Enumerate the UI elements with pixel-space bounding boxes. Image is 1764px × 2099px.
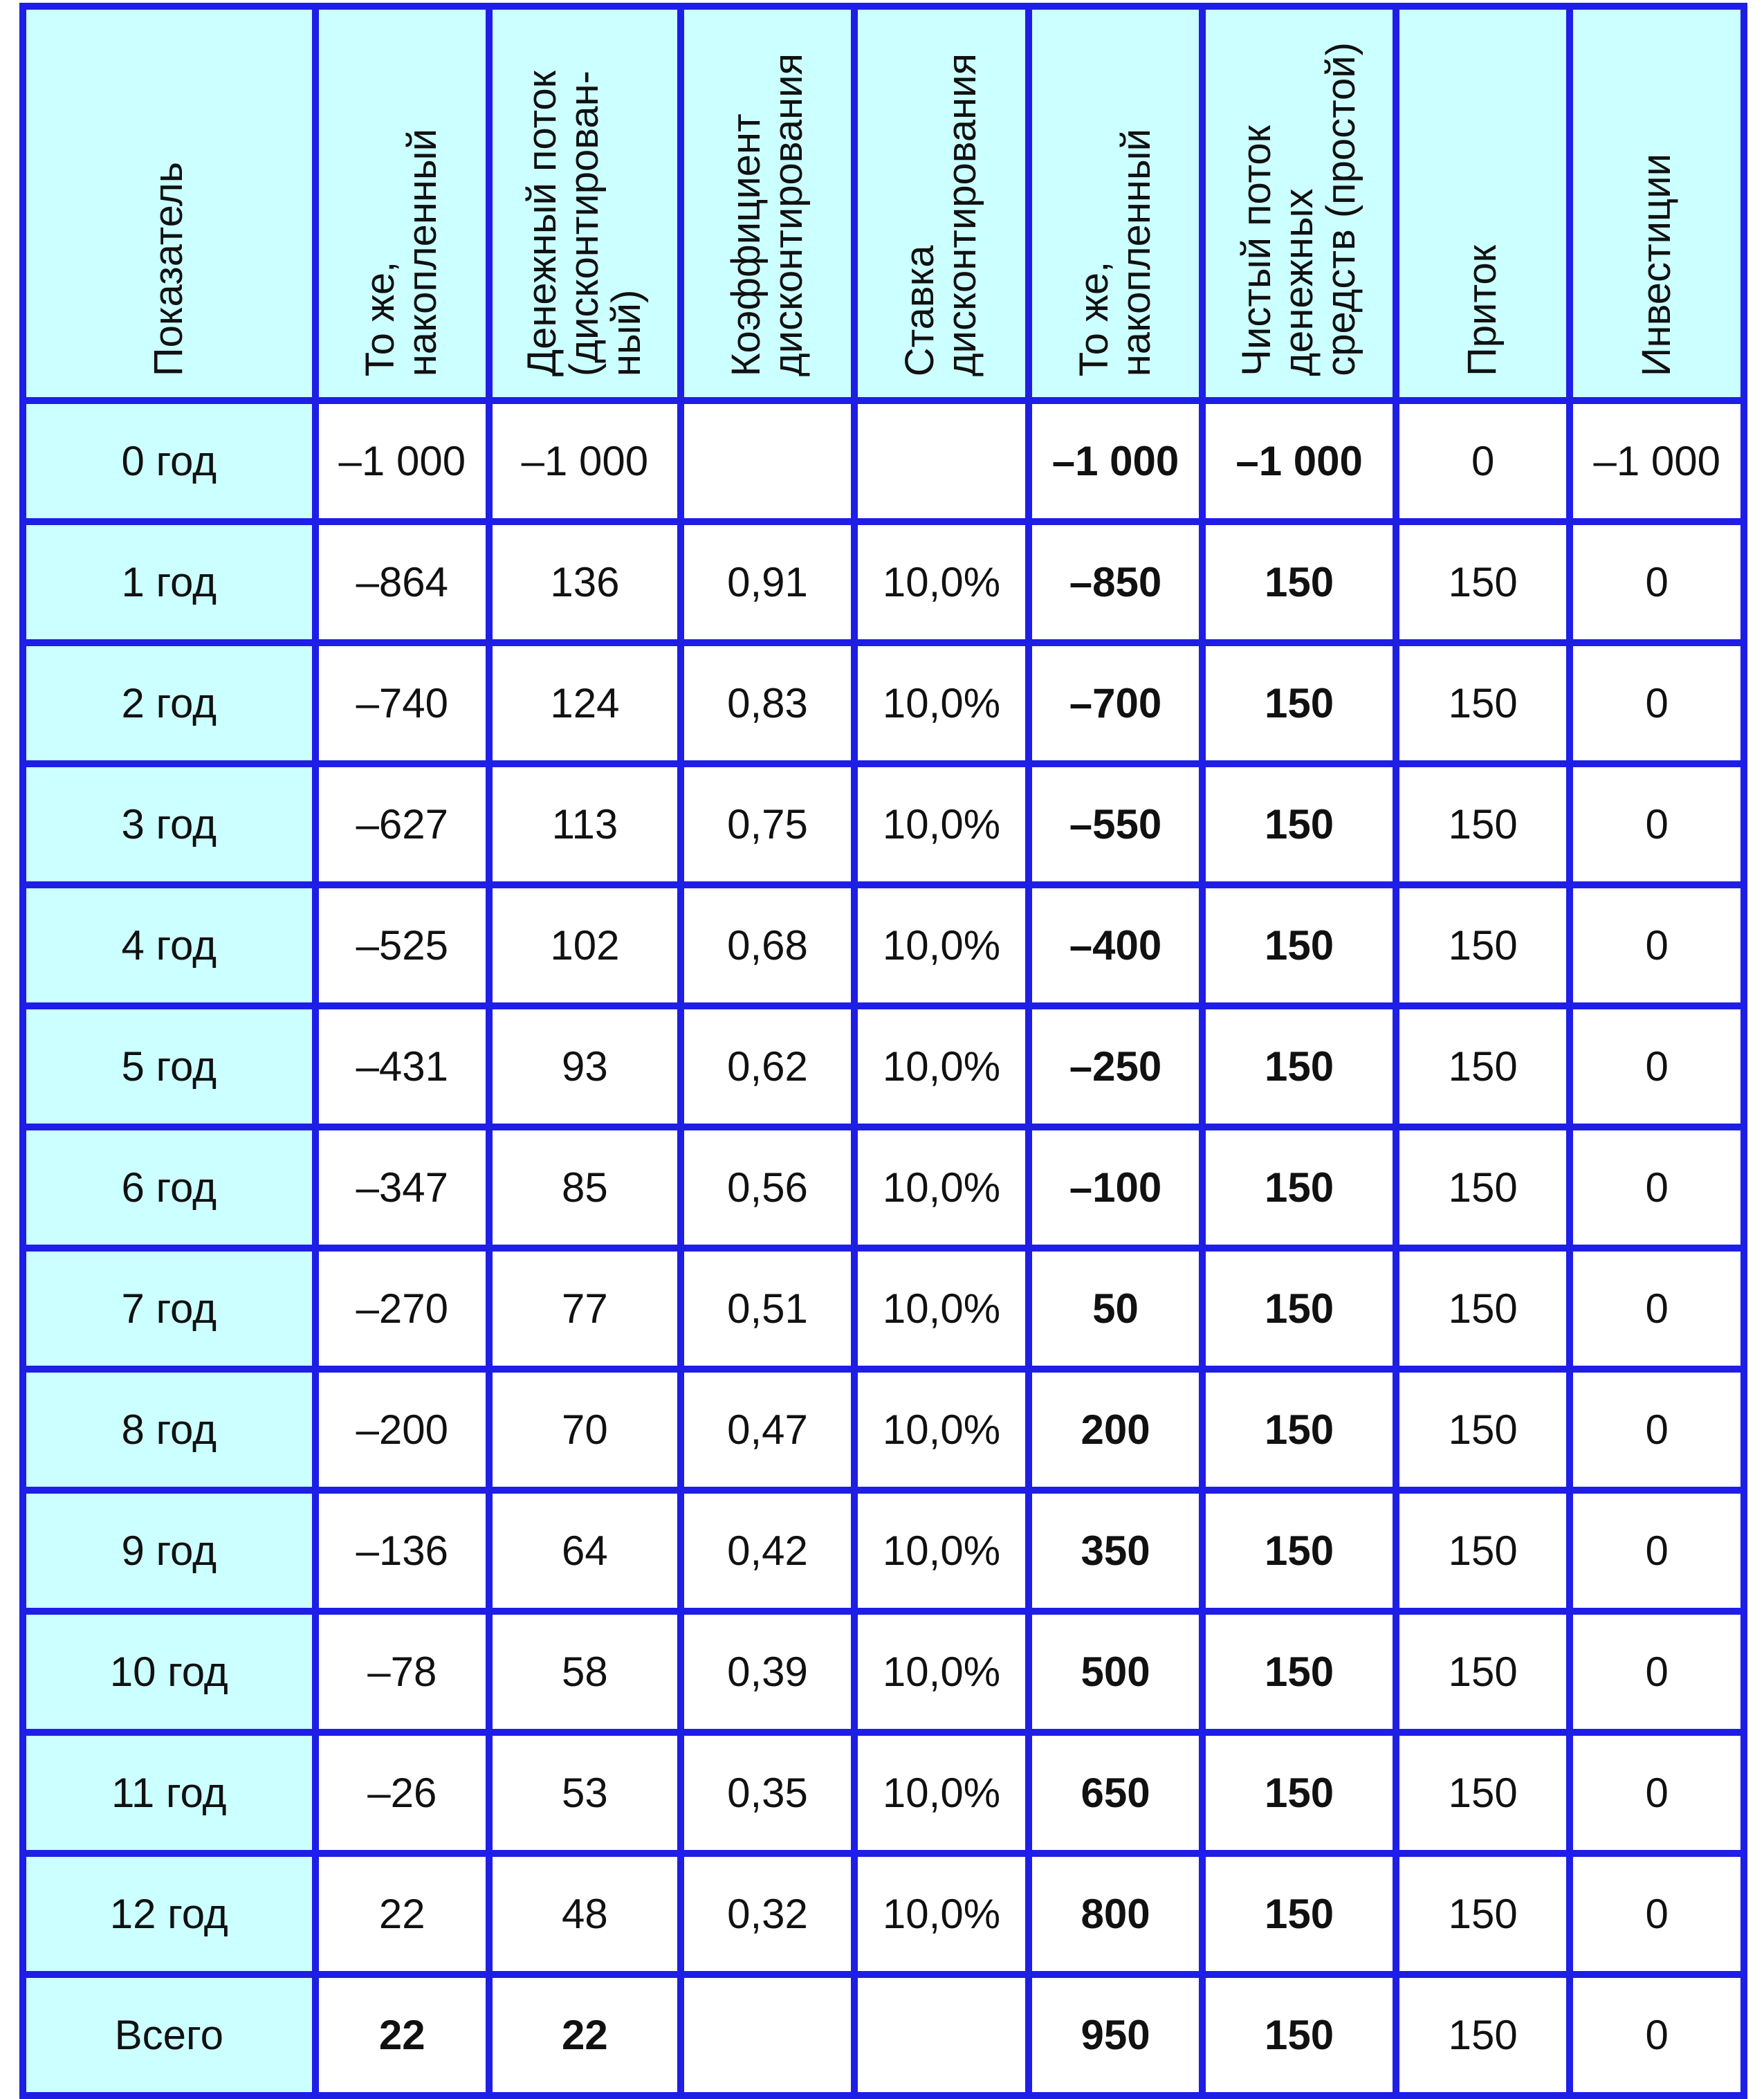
table-cell: 150: [1396, 1611, 1570, 1732]
table-cell: –26: [315, 1732, 490, 1853]
table-cell: 0,47: [681, 1369, 855, 1490]
row-label: 8 год: [23, 1369, 315, 1490]
table-cell: 136: [489, 522, 681, 643]
table-cell: 150: [1202, 643, 1396, 764]
table-cell: 150: [1396, 1853, 1570, 1974]
table-cell: 0: [1570, 1248, 1744, 1369]
column-header-label: Показатель: [145, 161, 191, 376]
table-cell: 0,83: [681, 643, 855, 764]
table-cell: 0: [1570, 1611, 1744, 1732]
row-label: 4 год: [23, 885, 315, 1006]
table-cell: 10,0%: [854, 643, 1029, 764]
table-row: [23, 1369, 1744, 1490]
table-cell: 0: [1570, 1369, 1744, 1490]
column-header-label: Ставка дисконтирования: [897, 53, 984, 376]
table-cell: 22: [315, 1974, 490, 2096]
row-label: 10 год: [23, 1611, 315, 1732]
table-cell: 150: [1202, 1006, 1396, 1127]
table-cell: 150: [1202, 1369, 1396, 1490]
table-cell: –78: [315, 1611, 490, 1732]
table-cell: –1 000: [1570, 401, 1744, 522]
header-discount-rate: [854, 6, 1029, 401]
table-cell: 200: [1029, 1369, 1203, 1490]
table-cell: 0: [1570, 1490, 1744, 1611]
row-label: 7 год: [23, 1248, 315, 1369]
header-net-cash-flow: [1202, 6, 1396, 401]
table-row: [23, 764, 1744, 885]
header-inflow: [1396, 6, 1570, 401]
table-cell: 150: [1396, 1127, 1570, 1248]
table-cell: 70: [489, 1369, 681, 1490]
table-cell: 150: [1396, 764, 1570, 885]
table-row: [23, 1006, 1744, 1127]
table-row: [23, 1490, 1744, 1611]
table-cell: –431: [315, 1006, 490, 1127]
table-cell: 0,39: [681, 1611, 855, 1732]
table-cell: –400: [1029, 885, 1203, 1006]
table-cell: 150: [1396, 522, 1570, 643]
column-header-label: Денежный поток (дисконтирован- ный): [520, 70, 649, 376]
header-discounted-cumulative: [315, 6, 490, 401]
table-cell: 0: [1570, 1974, 1744, 2096]
row-label: 2 год: [23, 643, 315, 764]
table-cell: 10,0%: [854, 1248, 1029, 1369]
table-cell: 150: [1202, 1974, 1396, 2096]
table-cell: 0: [1570, 885, 1744, 1006]
header-discount-factor: [681, 6, 855, 401]
total-row: [23, 1974, 1744, 2096]
row-label: 9 год: [23, 1490, 315, 1611]
table-cell: 0: [1570, 764, 1744, 885]
table-cell: 0,56: [681, 1127, 855, 1248]
table-cell: –700: [1029, 643, 1203, 764]
row-label: 11 год: [23, 1732, 315, 1853]
table-cell: [681, 1974, 855, 2096]
table-cell: 150: [1202, 1127, 1396, 1248]
table-cell: 150: [1396, 1974, 1570, 2096]
table-cell: –1 000: [1202, 401, 1396, 522]
table-cell: 0,62: [681, 1006, 855, 1127]
table-cell: 0,42: [681, 1490, 855, 1611]
table-cell: 85: [489, 1127, 681, 1248]
header-row: [23, 6, 1744, 401]
row-label: 3 год: [23, 764, 315, 885]
table-cell: 0: [1570, 643, 1744, 764]
table-cell: –100: [1029, 1127, 1203, 1248]
row-label: Всего: [23, 1974, 315, 2096]
header-indicator: [23, 6, 315, 401]
table-cell: 150: [1202, 1732, 1396, 1853]
table-row: [23, 1127, 1744, 1248]
table-cell: 10,0%: [854, 1006, 1029, 1127]
table-cell: –864: [315, 522, 490, 643]
table-cell: 150: [1396, 1490, 1570, 1611]
column-header-label: Инвестиции: [1633, 153, 1679, 376]
row-label: 5 год: [23, 1006, 315, 1127]
table-cell: 350: [1029, 1490, 1203, 1611]
table-cell: 0: [1570, 1732, 1744, 1853]
table-cell: 0: [1396, 401, 1570, 522]
table-cell: 150: [1202, 1611, 1396, 1732]
table-cell: 10,0%: [854, 1127, 1029, 1248]
table-cell: 0: [1570, 1127, 1744, 1248]
table-cell: 150: [1202, 1853, 1396, 1974]
table-cell: [854, 1974, 1029, 2096]
table-cell: 150: [1202, 1248, 1396, 1369]
table-row: [23, 1611, 1744, 1732]
table-row: [23, 1853, 1744, 1974]
column-header-label: Коэффициент дисконтирования: [723, 53, 811, 376]
table-cell: 150: [1202, 885, 1396, 1006]
table-cell: 102: [489, 885, 681, 1006]
table-cell: 22: [489, 1974, 681, 2096]
table-cell: 150: [1396, 885, 1570, 1006]
table-cell: 150: [1202, 522, 1396, 643]
table-cell: 10,0%: [854, 1369, 1029, 1490]
table-cell: 10,0%: [854, 1490, 1029, 1611]
table-cell: 0,75: [681, 764, 855, 885]
table-cell: 0,35: [681, 1732, 855, 1853]
table-cell: –850: [1029, 522, 1203, 643]
table-row: [23, 401, 1744, 522]
table-cell: 93: [489, 1006, 681, 1127]
table-cell: 150: [1202, 764, 1396, 885]
table-cell: 800: [1029, 1853, 1203, 1974]
table-cell: 650: [1029, 1732, 1203, 1853]
table-cell: 10,0%: [854, 1611, 1029, 1732]
table-cell: 10,0%: [854, 522, 1029, 643]
table-row: [23, 643, 1744, 764]
table-cell: 500: [1029, 1611, 1203, 1732]
row-label: 12 год: [23, 1853, 315, 1974]
table-cell: 64: [489, 1490, 681, 1611]
column-header-label: Приток: [1460, 245, 1505, 376]
table-cell: –270: [315, 1248, 490, 1369]
table-row: [23, 885, 1744, 1006]
table-cell: –525: [315, 885, 490, 1006]
table-cell: 50: [1029, 1248, 1203, 1369]
table-cell: 150: [1396, 1369, 1570, 1490]
column-header-label: Чистый поток денежных средств (простой): [1233, 42, 1363, 376]
table-cell: 22: [315, 1853, 490, 1974]
table-cell: 150: [1202, 1490, 1396, 1611]
table-cell: 10,0%: [854, 1853, 1029, 1974]
table-cell: [854, 401, 1029, 522]
row-label: 6 год: [23, 1127, 315, 1248]
table-body: [23, 401, 1744, 2096]
table-row: [23, 1248, 1744, 1369]
column-header-label: То же, накопленный: [1071, 128, 1159, 376]
table-cell: 0: [1570, 1853, 1744, 1974]
table-cell: –1 000: [315, 401, 490, 522]
cash-flow-table: [19, 3, 1747, 2099]
table-cell: 0: [1570, 1006, 1744, 1127]
table-cell: [681, 401, 855, 522]
table-cell: 0,91: [681, 522, 855, 643]
table-cell: 150: [1396, 1248, 1570, 1369]
table-cell: 150: [1396, 1732, 1570, 1853]
table-cell: 48: [489, 1853, 681, 1974]
table-cell: –250: [1029, 1006, 1203, 1127]
table-cell: 124: [489, 643, 681, 764]
header-investments: [1570, 6, 1744, 401]
cash-flow-table-container: [19, 3, 1747, 2099]
table-cell: 77: [489, 1248, 681, 1369]
table-cell: –347: [315, 1127, 490, 1248]
header-discounted-cash-flow: [489, 6, 681, 401]
table-cell: –200: [315, 1369, 490, 1490]
table-cell: 10,0%: [854, 764, 1029, 885]
table-cell: 113: [489, 764, 681, 885]
column-header-label: То же, накопленный: [358, 128, 445, 376]
table-cell: 150: [1396, 643, 1570, 764]
table-cell: 10,0%: [854, 885, 1029, 1006]
table-cell: 0,51: [681, 1248, 855, 1369]
table-cell: 58: [489, 1611, 681, 1732]
table-cell: 10,0%: [854, 1732, 1029, 1853]
table-cell: 0: [1570, 522, 1744, 643]
table-cell: 0,32: [681, 1853, 855, 1974]
table-cell: –550: [1029, 764, 1203, 885]
row-label: 1 год: [23, 522, 315, 643]
table-cell: –740: [315, 643, 490, 764]
table-cell: 150: [1396, 1006, 1570, 1127]
table-cell: –627: [315, 764, 490, 885]
table-cell: 53: [489, 1732, 681, 1853]
header-simple-cumulative: [1029, 6, 1203, 401]
table-cell: –1 000: [489, 401, 681, 522]
table-row: [23, 522, 1744, 643]
table-cell: 950: [1029, 1974, 1203, 2096]
table-row: [23, 1732, 1744, 1853]
table-cell: –1 000: [1029, 401, 1203, 522]
row-label: 0 год: [23, 401, 315, 522]
table-cell: 0,68: [681, 885, 855, 1006]
table-cell: –136: [315, 1490, 490, 1611]
